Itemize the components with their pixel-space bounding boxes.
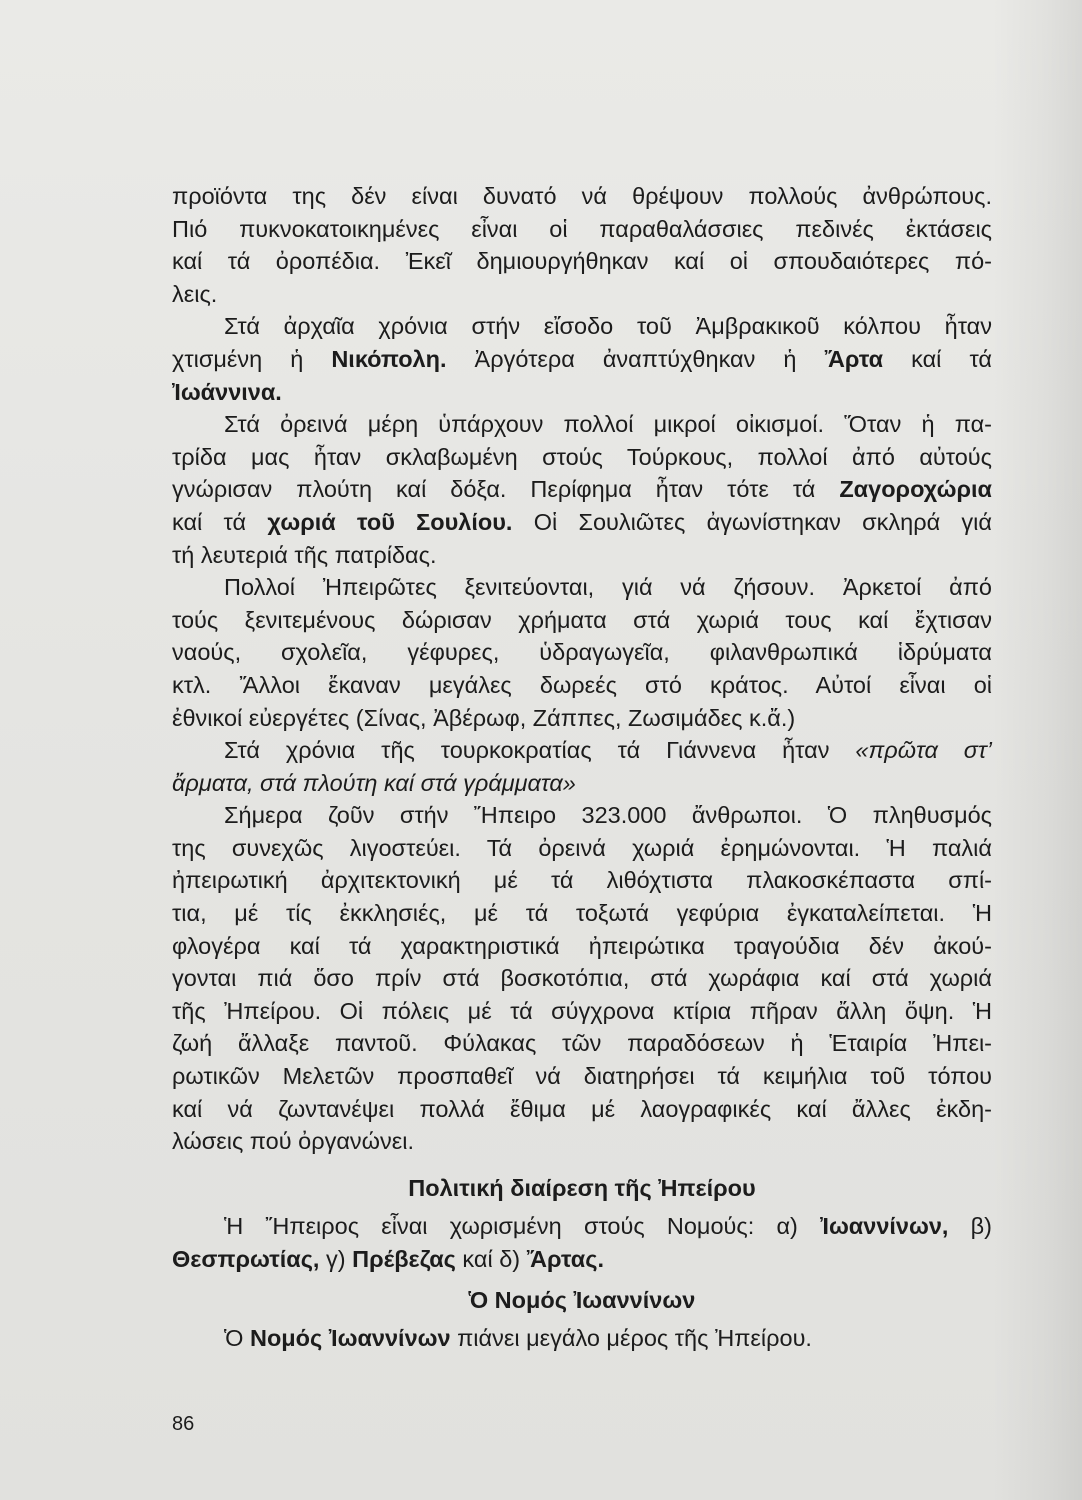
text-span: κτλ. Ἄλλοι ἔκαναν μεγάλες δωρεές στό κράτος. Αὐτοί εἶναι οἱ [172,671,992,698]
text-line [172,571,992,604]
text-span: Στά χρόνια τῆς τουρκοκρατίας τά Γιάννενα ἦταν [224,737,856,764]
text-span: Ἡ Ἤπειρος εἶναι χωρισμένη στούς Νομούς: α) [224,1213,821,1240]
text-line [172,1060,992,1093]
text-line [172,1125,992,1158]
text-line [172,506,992,539]
text-line [172,213,992,246]
bold-term: Θεσπρωτίας, [172,1246,320,1272]
text-span: τρίδα μας ἦταν σκλαβωμένη στούς Τούρκους, πολλοί ἀπό αὐτούς [172,443,992,470]
text-span: λεις. [172,280,218,307]
text-span: Πιό πυκνοκατοικημένες εἶναι οἱ παραθαλάσσιες πεδινές ἐκτάσεις [172,215,992,242]
text-span: ζωή ἄλλαξε παντοῦ. Φύλακας τῶν παραδόσεων ἡ Ἑταιρία Ἠπει- [172,1030,992,1057]
text-line [172,539,992,572]
text-line [172,604,992,637]
text-span: τια, μέ τίς ἐκκλησιές, μέ τά τοξωτά γεφύρια ἐγκαταλείπεται. Ἡ [172,900,992,927]
text-span: λώσεις πού ὀργανώνει. [172,1128,414,1155]
bold-term: χωριά τοῦ Σουλίου. [267,508,513,535]
text-span: τούς ξενιτεμένους δώρισαν χρήματα στά χωριά τους καί ἔχτισαν [172,606,992,633]
text-line [172,767,992,800]
text-span: Σήμερα ζοῦν στήν Ἤπειρο 323.000 ἄνθρωποι. Ὁ πληθυσμός [224,802,992,829]
text-line [172,799,992,832]
text-span: Στά ὀρεινά μέρη ὑπάρχουν πολλοί μικροί οἰκισμοί. Ὅταν ἡ πα- [224,411,992,438]
text-span: γ) [319,1246,353,1272]
text-span: ἐθνικοί εὐεργέτες (Σίνας, Ἀβέρωφ, Ζάππες, Ζωσιμάδες κ.ἄ.) [172,704,796,731]
text-span: τή λευτεριά τῆς πατρίδας. [172,541,437,568]
text-line [172,1210,992,1243]
text-span: χτισμένη ἡ [172,345,332,372]
bold-term: Ἰωαννίνων, [820,1213,949,1240]
text-span: γνώρισαν πλούτη καί δόξα. Περίφημα ἦταν τότε τά [172,476,840,503]
text-line [172,441,992,474]
bold-term: Νικόπολη. [331,345,447,372]
text-line [172,278,992,311]
text-span: Στά ἀρχαῖα χρόνια στήν εἴσοδο τοῦ Ἀμβρακικοῦ κόλπου ἦταν [224,313,992,340]
page-number: 86 [172,1413,195,1435]
text-span: ναούς, σχολεῖα, γέφυρες, ὑδραγωγεῖα, φιλανθρωπικά ἱδρύματα [172,639,992,666]
text-span: τῆς Ἠπείρου. Οἱ πόλεις μέ τά σύγχρονα κτίρια πῆραν ἄλλη ὄψη. Ἡ [172,997,992,1024]
text-line [172,180,992,213]
text-line [172,310,992,343]
text-span: Ἀργότερα ἀναπτύχθηκαν ἡ [446,345,825,372]
text-line [172,930,992,963]
italic-quote: «πρῶτα στ’ [855,737,992,764]
text-span: β) [948,1213,993,1240]
text-line [172,245,992,278]
text-span: ρωτικῶν Μελετῶν προσπαθεῖ νά διατηρήσει τά κειμήλια τοῦ τόπου [172,1063,992,1090]
body-text [172,180,992,1355]
text-line [172,473,992,506]
bold-term: Νομός Ἰωαννίνων [249,1325,451,1352]
subsection-heading: Ὁ Νομός Ἰωαννίνων [468,1286,696,1313]
text-span: φλογέρα καί τά χαρακτηριστικά ἠπειρώτικα τραγούδια δέν ἀκού- [172,932,992,959]
text-line [172,864,992,897]
text-line [172,376,992,409]
text-span: καί τά [172,508,268,535]
text-line [172,636,992,669]
text-span: Πολλοί Ἠπειρῶτες ξενιτεύονται, γιά νά ζήσουν. Ἀρκετοί ἀπό [224,574,992,601]
bold-term: Πρέβεζας [352,1246,456,1272]
text-line [172,1027,992,1060]
section-heading: Πολιτική διαίρεση τῆς Ἠπείρου [408,1174,756,1201]
text-line [172,343,992,376]
text-span: ἠπειρωτική ἀρχιτεκτονική μέ τά λιθόχτιστα πλακοσκέπαστα σπί- [172,867,992,894]
text-span: Οἱ Σουλιῶτες ἀγωνίστηκαν σκληρά γιά [512,508,992,535]
text-line [172,995,992,1028]
text-span: καί δ) [455,1246,527,1272]
bold-term: Ἄρτας. [526,1246,604,1272]
text-line [172,1093,992,1126]
text-line [172,897,992,930]
text-line [172,669,992,702]
text-line [172,832,992,865]
text-span: καί τά ὀροπέδια. Ἐκεῖ δημιουργήθηκαν καί οἱ σπουδαιότερες πό- [172,248,992,275]
text-span: γονται πιά ὅσο πρίν στά βοσκοτόπια, στά χωράφια καί στά χωριά [172,965,992,992]
text-line [172,1322,992,1355]
text-span: πιάνει μεγάλο μέρος τῆς Ἠπείρου. [450,1325,812,1352]
text-line [172,1243,992,1276]
bleed-through-shadow [992,0,1082,1500]
bold-term: Ζαγοροχώρια [839,476,992,503]
text-line [172,734,992,767]
bold-term: Ἰωάννινα. [172,378,282,405]
text-line [172,408,992,441]
text-line [172,962,992,995]
bold-term: Ἄρτα [824,345,884,372]
text-span: καί τά [883,345,992,372]
text-span: καί νά ζωντανέψει πολλά ἔθιμα μέ λαογραφικές καί ἄλλες ἐκδη- [172,1095,992,1122]
text-span: της συνεχῶς λιγοστεύει. Τά ὀρεινά χωριά ἐρημώνονται. Ἡ παλιά [172,834,992,861]
italic-quote: ἄρματα, στά πλούτη καί στά γράμματα» [172,769,576,796]
text-line [172,702,992,735]
text-span: Ὁ [224,1325,250,1352]
text-span: προϊόντα της δέν είναι δυνατό νά θρέψουν πολλούς ἀνθρώπους. [172,183,992,209]
